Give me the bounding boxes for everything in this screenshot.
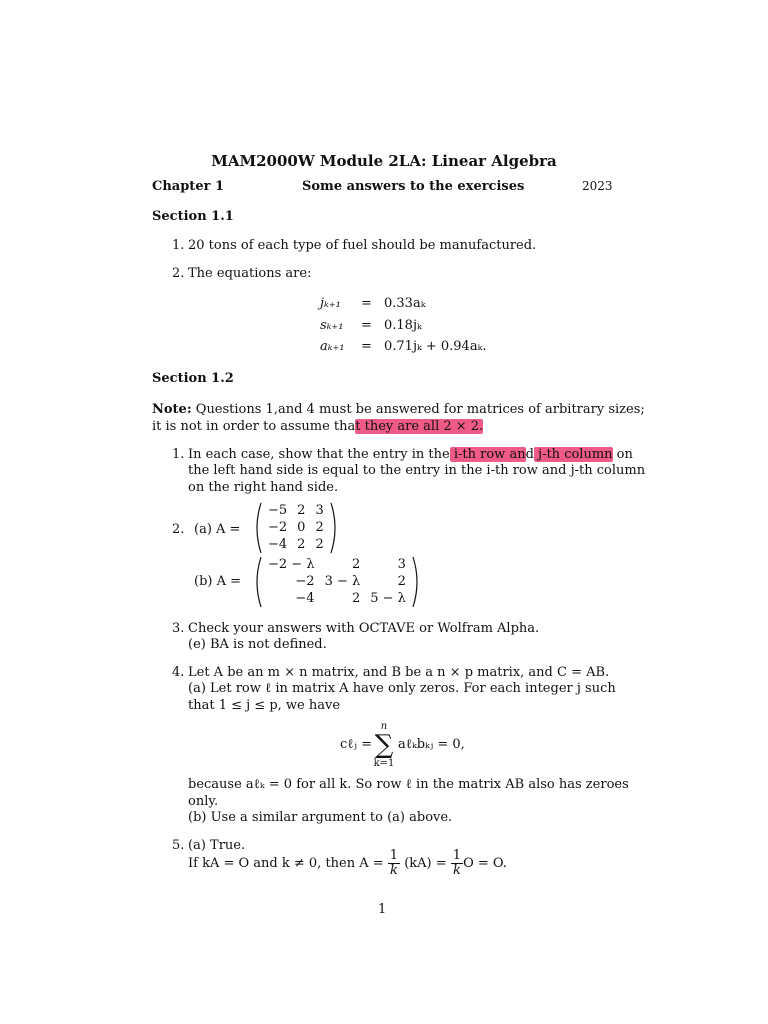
text-run: In each case, show that the entry in the [188, 447, 450, 462]
list-item-text: (e) BA is not defined. [188, 637, 327, 652]
list-item-text: The equations are: [188, 266, 312, 281]
fraction-denominator: k [389, 863, 398, 878]
right-paren-icon [330, 502, 340, 554]
text-run: on [612, 447, 633, 462]
right-paren-icon [412, 556, 422, 608]
text-run: (kA) = [404, 856, 447, 871]
matrix-cell: 3 − λ [324, 574, 361, 589]
document-title: MAM2000W Module 2LA: Linear Algebra [211, 152, 557, 170]
highlight-mark: t they are all 2 × 2. [355, 419, 484, 434]
matrix-cell: 2 [315, 520, 324, 535]
left-paren-icon [252, 556, 262, 608]
matrix-cell: 2 [315, 537, 324, 552]
fraction [388, 849, 400, 878]
list-item-text: on the right hand side. [188, 480, 339, 495]
list-item-text: 20 tons of each type of fuel should be manufactured. [188, 238, 537, 253]
fraction-line [188, 849, 507, 878]
matrix-cell: 2 [297, 503, 306, 518]
text-run: d [525, 447, 534, 462]
fraction-denominator: k [452, 863, 461, 878]
list-item-text: (b) Use a similar argument to (a) above. [188, 810, 453, 825]
list-item-number: 2. [172, 522, 185, 537]
sum-lhs: cℓⱼ = [340, 737, 372, 752]
equation-equals: = [361, 339, 372, 354]
chapter-label: Chapter 1 [152, 179, 225, 194]
matrix-cell: 0 [297, 520, 306, 535]
matrix-cell: 5 − λ [370, 591, 406, 606]
matrix-label: (a) A = [194, 522, 241, 537]
matrix-cell: −2 − λ [268, 557, 315, 572]
page-number: 1 [378, 902, 387, 917]
equation-equals: = [361, 296, 372, 311]
fraction [451, 849, 463, 878]
list-item-number: 3. [172, 621, 185, 636]
highlight-mark: j-th column [533, 447, 613, 462]
fraction-numerator: 1 [452, 848, 462, 863]
matrix-cell: −4 [268, 537, 288, 552]
list-item-number: 5. [172, 838, 185, 853]
sigma-icon: ∑ [374, 730, 394, 760]
list-item-text: Check your answers with OCTAVE or Wolfram Alpha. [188, 621, 540, 636]
matrix-b [252, 556, 422, 608]
equation-rhs: 0.33aₖ [384, 296, 426, 311]
equation-rhs: 0.71jₖ + 0.94aₖ. [384, 339, 487, 354]
left-paren-icon [252, 502, 262, 554]
matrix-cell: 2 [297, 537, 306, 552]
matrix-cell: 3 [315, 503, 324, 518]
list-item-text: (a) Let row ℓ in matrix A have only zeros. For each integer j such [188, 681, 616, 696]
equation-equals: = [361, 318, 372, 333]
summation [372, 721, 396, 769]
matrix-a-table [263, 502, 329, 553]
list-item-number: 4. [172, 665, 185, 680]
matrix-cell: 2 [351, 557, 361, 572]
header-subtitle: Some answers to the exercises [302, 179, 525, 194]
matrix-cell: −4 [295, 591, 315, 606]
equation-lhs: aₖ₊₁ [320, 339, 345, 354]
note-label: Note: [152, 402, 192, 417]
fraction-numerator: 1 [389, 848, 399, 863]
text-run: If kA = O and k ≠ 0, then A = [188, 856, 384, 871]
matrix-cell: −2 [295, 574, 315, 589]
list-item-number: 1. [172, 238, 185, 253]
section-1-2-heading: Section 1.2 [152, 371, 234, 386]
list-item-number: 1. [172, 447, 185, 462]
list-item-number: 2. [172, 266, 185, 281]
matrix-label: (b) A = [194, 574, 242, 589]
section-1-1-heading: Section 1.1 [152, 209, 234, 224]
header-year: 2023 [582, 179, 613, 193]
note-paragraph-line [152, 418, 483, 435]
note-text: Questions 1,and 4 must be answered for matrices of arbitrary sizes; [195, 402, 645, 417]
sum-lower-limit: k=1 [373, 758, 395, 769]
matrix-cell: −5 [268, 503, 288, 518]
matrix-cell: 3 [397, 557, 406, 572]
matrix-cell: 2 [397, 574, 406, 589]
matrix-b-table [263, 556, 411, 607]
list-item-text: because aℓₖ = 0 for all k. So row ℓ in the matrix AB also has zeroes [188, 777, 629, 792]
equation-rhs: 0.18jₖ [384, 318, 422, 333]
matrix-a [252, 502, 340, 554]
sum-upper-limit: n [380, 721, 388, 732]
list-item-text: only. [188, 794, 219, 809]
sum-rhs: aℓₖbₖⱼ = 0, [398, 737, 465, 752]
note-text: it is not in order to assume tha [152, 419, 356, 434]
equation-lhs: jₖ₊₁ [320, 296, 341, 311]
list-item-text: the left hand side is equal to the entry in the i-th row and j-th column [188, 463, 646, 478]
list-item-text [188, 446, 633, 463]
matrix-cell: −2 [268, 520, 288, 535]
equation-lhs: sₖ₊₁ [320, 318, 344, 333]
highlight-mark: i-th row an [449, 447, 526, 462]
list-item-text: Let A be an m × n matrix, and B be a n × p matrix, and C = AB. [188, 665, 610, 680]
matrix-cell: 2 [351, 591, 361, 606]
list-item-text: (a) True. [188, 838, 246, 853]
text-run: O = O. [463, 856, 507, 871]
list-item-text: that 1 ≤ j ≤ p, we have [188, 698, 341, 713]
note-paragraph [152, 401, 645, 418]
